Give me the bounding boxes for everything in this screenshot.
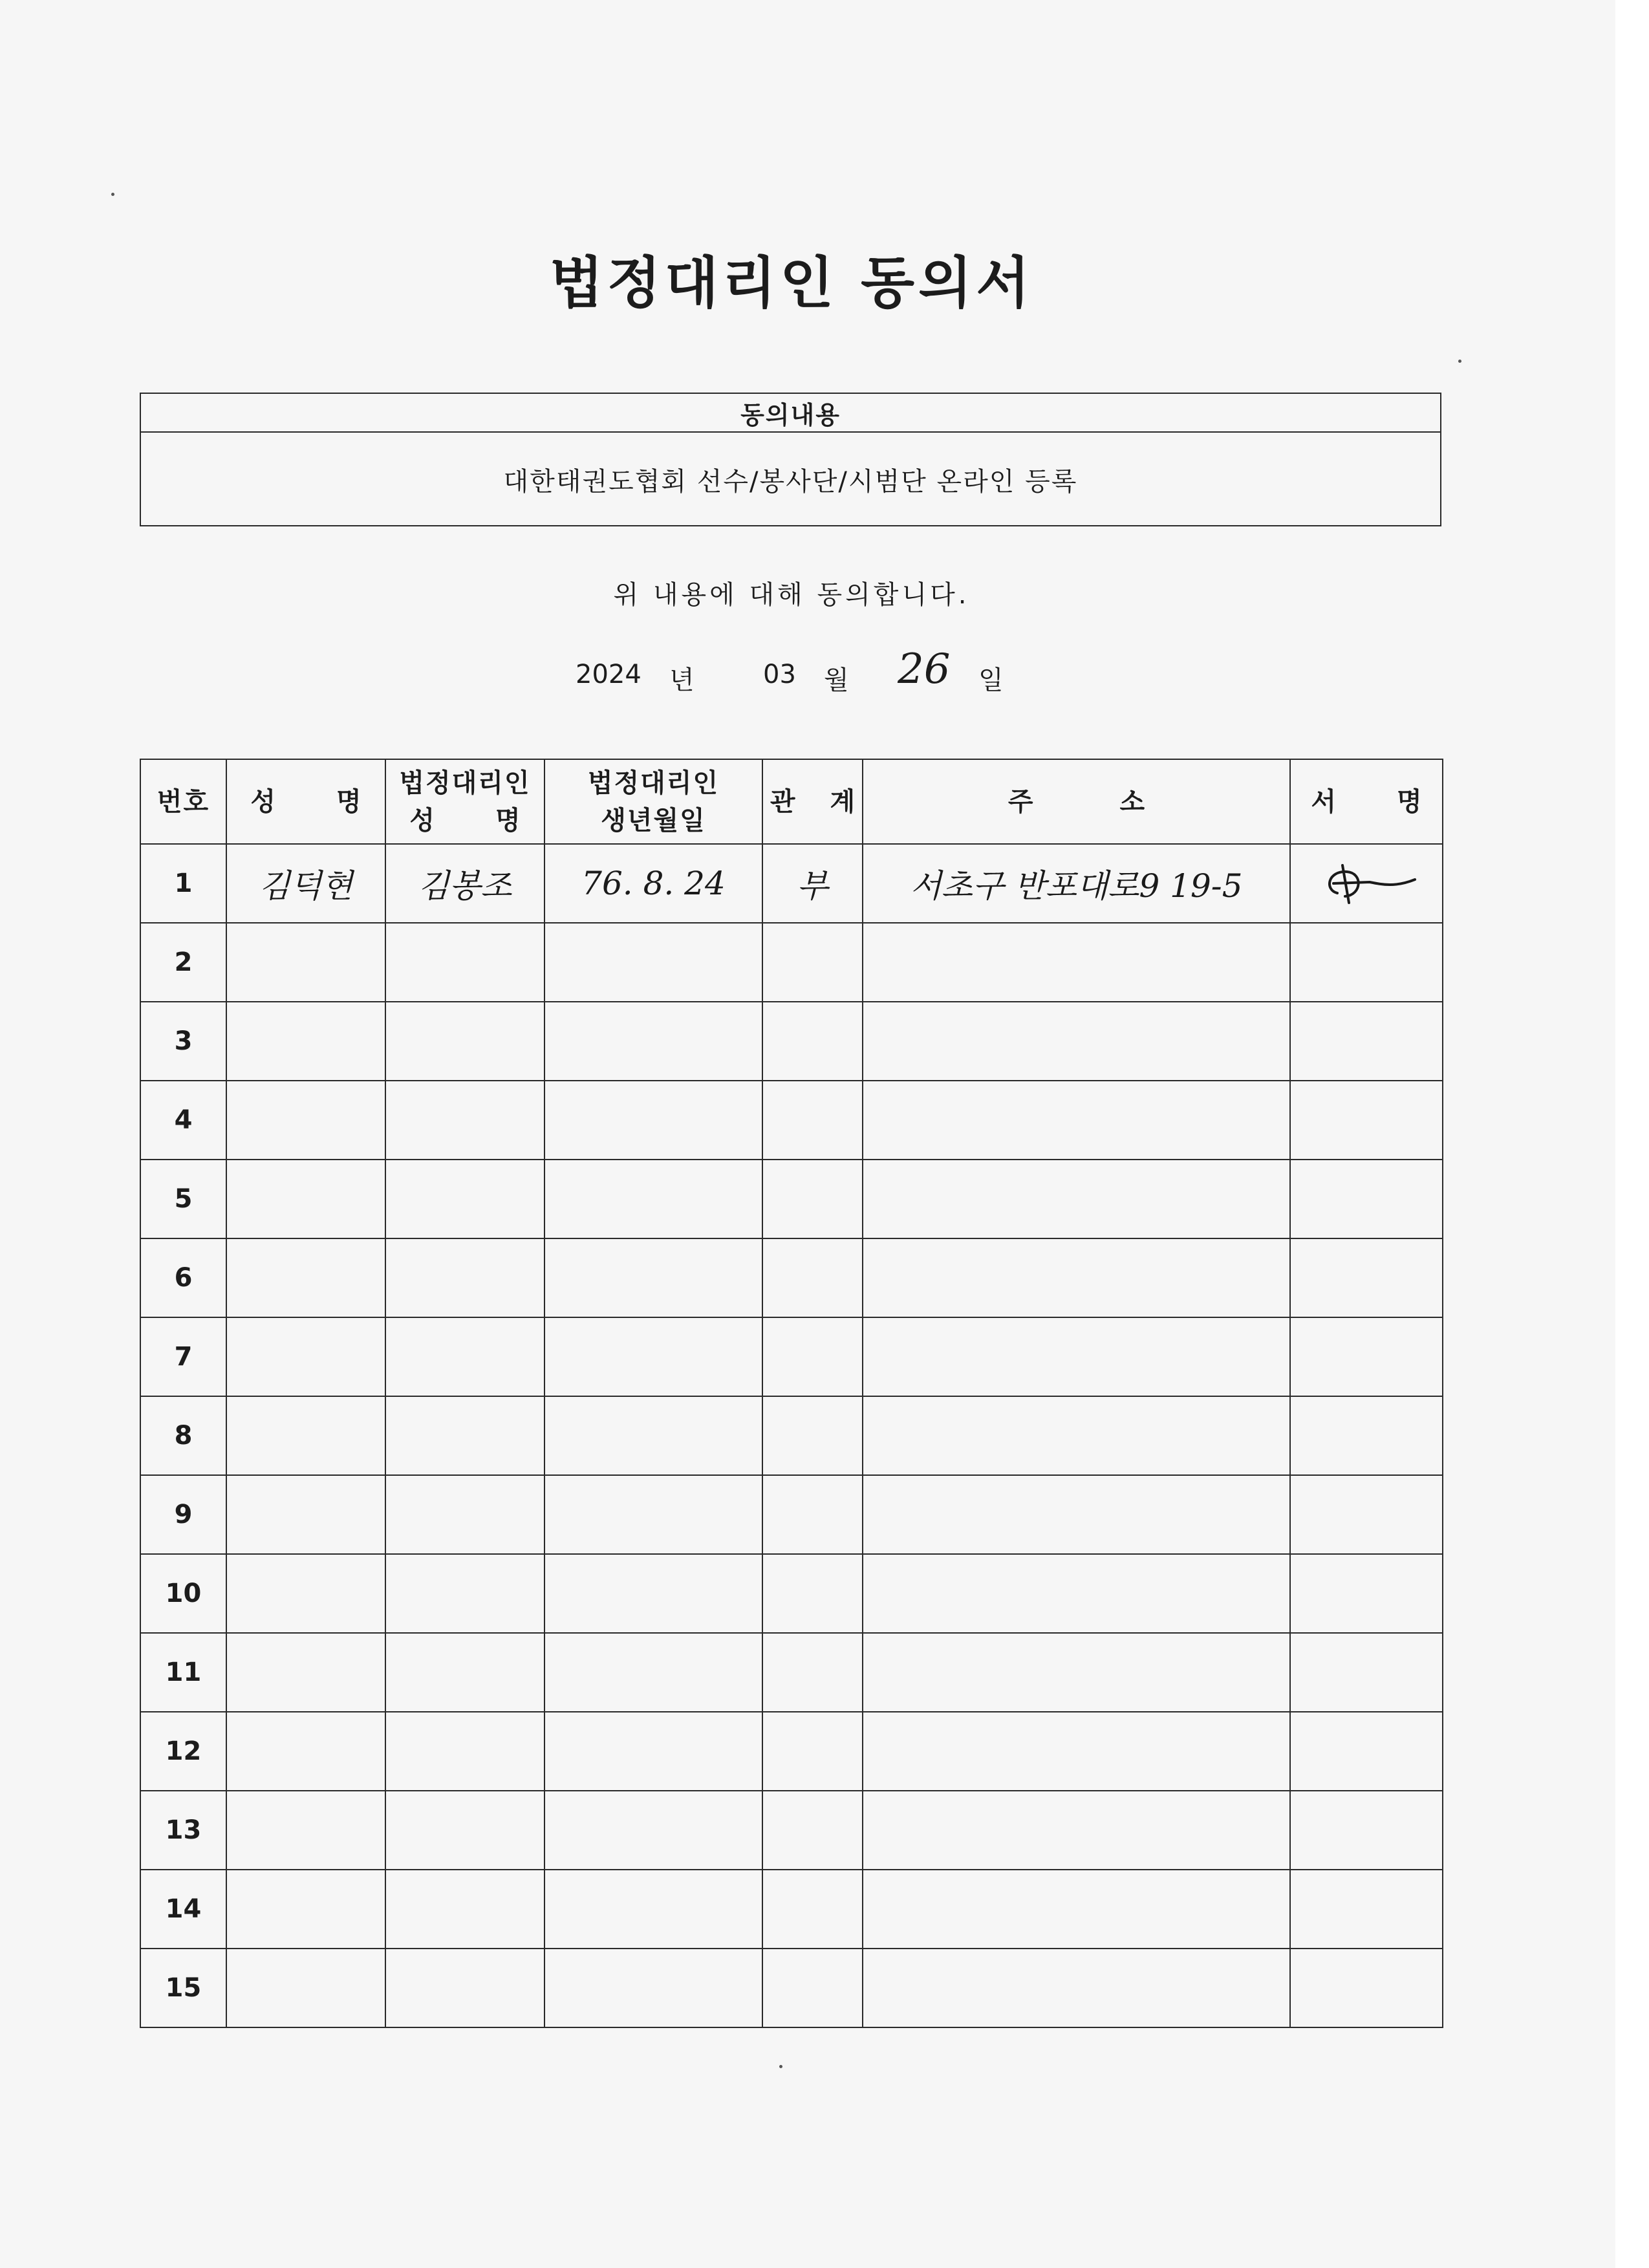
row-address <box>863 1238 1290 1317</box>
table-row <box>140 1554 1443 1633</box>
row-number: 4 <box>140 1081 226 1160</box>
date-year: 2024 <box>576 660 641 689</box>
row-relation <box>762 1317 863 1396</box>
row-name <box>226 1002 385 1081</box>
row-address <box>863 1160 1290 1238</box>
row-relation <box>762 1160 863 1238</box>
table-row <box>140 1475 1443 1554</box>
row-signature <box>1290 1475 1443 1554</box>
row-address <box>863 1633 1290 1712</box>
row-name <box>226 1396 385 1475</box>
date-day-handwritten: 26 <box>898 645 951 693</box>
row-address <box>863 1712 1290 1791</box>
row-relation <box>762 1554 863 1633</box>
date-year-unit: 년 <box>669 665 695 695</box>
row-name <box>226 1949 385 2027</box>
row-guardian-name <box>385 1396 544 1475</box>
row-guardian-name <box>385 1317 544 1396</box>
table-row <box>140 1160 1443 1238</box>
date-line <box>576 645 1093 698</box>
row-guardian-name <box>385 1870 544 1949</box>
row-guardian-birth <box>544 1633 762 1712</box>
row-name <box>226 1554 385 1633</box>
table-header-row <box>140 759 1443 844</box>
row-signature <box>1290 1002 1443 1081</box>
row-address <box>863 1081 1290 1160</box>
row-relation <box>762 1712 863 1791</box>
header-guardian-name: 법정대리인 성 명 <box>385 759 544 844</box>
row-name <box>226 1160 385 1238</box>
table-row <box>140 1791 1443 1870</box>
row-number: 1 <box>140 844 226 923</box>
row-signature <box>1290 1949 1443 2027</box>
document-title: 법정대리인 동의서 <box>549 251 1034 316</box>
row-signature <box>1290 1160 1443 1238</box>
header-relation: 관 계 <box>762 759 863 844</box>
row-address <box>863 1396 1290 1475</box>
row-address <box>863 1949 1290 2027</box>
row-number: 15 <box>140 1949 226 2027</box>
header-number: 번호 <box>140 759 226 844</box>
date-month: 03 <box>763 660 796 689</box>
consent-header: 동의내용 <box>141 394 1440 433</box>
row-guardian-birth: 76. 8. 24 <box>544 844 762 923</box>
row-number: 5 <box>140 1160 226 1238</box>
row-guardian-name <box>385 1712 544 1791</box>
consent-content: 대한태권도협회 선수/봉사단/시범단 온라인 등록 <box>503 466 1078 497</box>
row-relation <box>762 1633 863 1712</box>
table-row <box>140 1081 1443 1160</box>
row-guardian-birth <box>544 1317 762 1396</box>
row-guardian-name <box>385 1633 544 1712</box>
row-name <box>226 1238 385 1317</box>
table-row <box>140 1002 1443 1081</box>
row-guardian-birth <box>544 1160 762 1238</box>
row-guardian-name <box>385 1475 544 1554</box>
row-address <box>863 923 1290 1002</box>
row-guardian-birth <box>544 1396 762 1475</box>
row-guardian-birth <box>544 1870 762 1949</box>
table-row <box>140 923 1443 1002</box>
row-number: 3 <box>140 1002 226 1081</box>
scan-speck <box>111 193 114 196</box>
table-row <box>140 1633 1443 1712</box>
row-number: 8 <box>140 1396 226 1475</box>
row-name <box>226 1475 385 1554</box>
row-guardian-birth <box>544 1712 762 1791</box>
row-guardian-name <box>385 1554 544 1633</box>
table-row <box>140 1949 1443 2027</box>
row-signature <box>1290 1081 1443 1160</box>
row-guardian-birth <box>544 1002 762 1081</box>
guardian-table <box>140 759 1448 2028</box>
row-relation <box>762 1791 863 1870</box>
table-row <box>140 844 1443 923</box>
row-name <box>226 1791 385 1870</box>
date-month-unit: 월 <box>824 665 849 695</box>
row-guardian-name <box>385 1081 544 1160</box>
table-row <box>140 1712 1443 1791</box>
agreement-text: 위 내용에 대해 동의합니다. <box>613 580 970 610</box>
table-row <box>140 1317 1443 1396</box>
row-name: 김덕현 <box>226 844 385 923</box>
header-address: 주 소 <box>863 759 1290 844</box>
row-guardian-birth <box>544 1949 762 2027</box>
row-guardian-birth <box>544 1791 762 1870</box>
row-signature <box>1290 1712 1443 1791</box>
scan-speck <box>779 2065 782 2068</box>
row-signature <box>1290 1317 1443 1396</box>
row-signature <box>1290 923 1443 1002</box>
row-signature <box>1290 1791 1443 1870</box>
row-relation <box>762 1396 863 1475</box>
row-signature <box>1290 844 1443 923</box>
row-number: 13 <box>140 1791 226 1870</box>
row-guardian-name <box>385 1238 544 1317</box>
table-row <box>140 1238 1443 1317</box>
table-row <box>140 1870 1443 1949</box>
row-name <box>226 1870 385 1949</box>
row-guardian-birth <box>544 1475 762 1554</box>
row-number: 12 <box>140 1712 226 1791</box>
row-address <box>863 1791 1290 1870</box>
consent-box <box>140 393 1441 526</box>
row-guardian-birth <box>544 1081 762 1160</box>
header-signature: 서 명 <box>1290 759 1443 844</box>
row-name <box>226 1081 385 1160</box>
row-guardian-name <box>385 1160 544 1238</box>
row-number: 6 <box>140 1238 226 1317</box>
row-name <box>226 923 385 1002</box>
scan-speck <box>1458 360 1461 363</box>
header-name: 성 명 <box>226 759 385 844</box>
row-relation <box>762 1475 863 1554</box>
row-signature <box>1290 1554 1443 1633</box>
row-relation <box>762 1949 863 2027</box>
row-guardian-name <box>385 1002 544 1081</box>
row-guardian-name <box>385 1949 544 2027</box>
row-signature <box>1290 1870 1443 1949</box>
row-address: 서초구 반포대로9 19-5 <box>863 844 1290 923</box>
row-address <box>863 1475 1290 1554</box>
row-name <box>226 1317 385 1396</box>
row-address <box>863 1870 1290 1949</box>
row-guardian-birth <box>544 923 762 1002</box>
row-number: 14 <box>140 1870 226 1949</box>
row-number: 2 <box>140 923 226 1002</box>
row-name <box>226 1712 385 1791</box>
row-signature <box>1290 1633 1443 1712</box>
row-guardian-name <box>385 1791 544 1870</box>
table-row <box>140 1396 1443 1475</box>
row-name <box>226 1633 385 1712</box>
row-address <box>863 1002 1290 1081</box>
row-number: 10 <box>140 1554 226 1633</box>
row-relation <box>762 1081 863 1160</box>
row-relation <box>762 923 863 1002</box>
row-guardian-birth <box>544 1554 762 1633</box>
row-number: 7 <box>140 1317 226 1396</box>
row-relation <box>762 1238 863 1317</box>
row-number: 11 <box>140 1633 226 1712</box>
row-guardian-name <box>385 923 544 1002</box>
header-guardian-birth: 법정대리인 생년월일 <box>544 759 762 844</box>
row-address <box>863 1317 1290 1396</box>
signature-mark <box>1311 858 1421 909</box>
row-signature <box>1290 1238 1443 1317</box>
row-guardian-name: 김봉조 <box>385 844 544 923</box>
row-address <box>863 1554 1290 1633</box>
row-signature <box>1290 1396 1443 1475</box>
row-relation <box>762 1870 863 1949</box>
scan-edge <box>1615 0 1649 2268</box>
row-relation <box>762 1002 863 1081</box>
row-guardian-birth <box>544 1238 762 1317</box>
date-day-unit: 일 <box>978 665 1004 695</box>
row-relation: 부 <box>762 844 863 923</box>
row-number: 9 <box>140 1475 226 1554</box>
